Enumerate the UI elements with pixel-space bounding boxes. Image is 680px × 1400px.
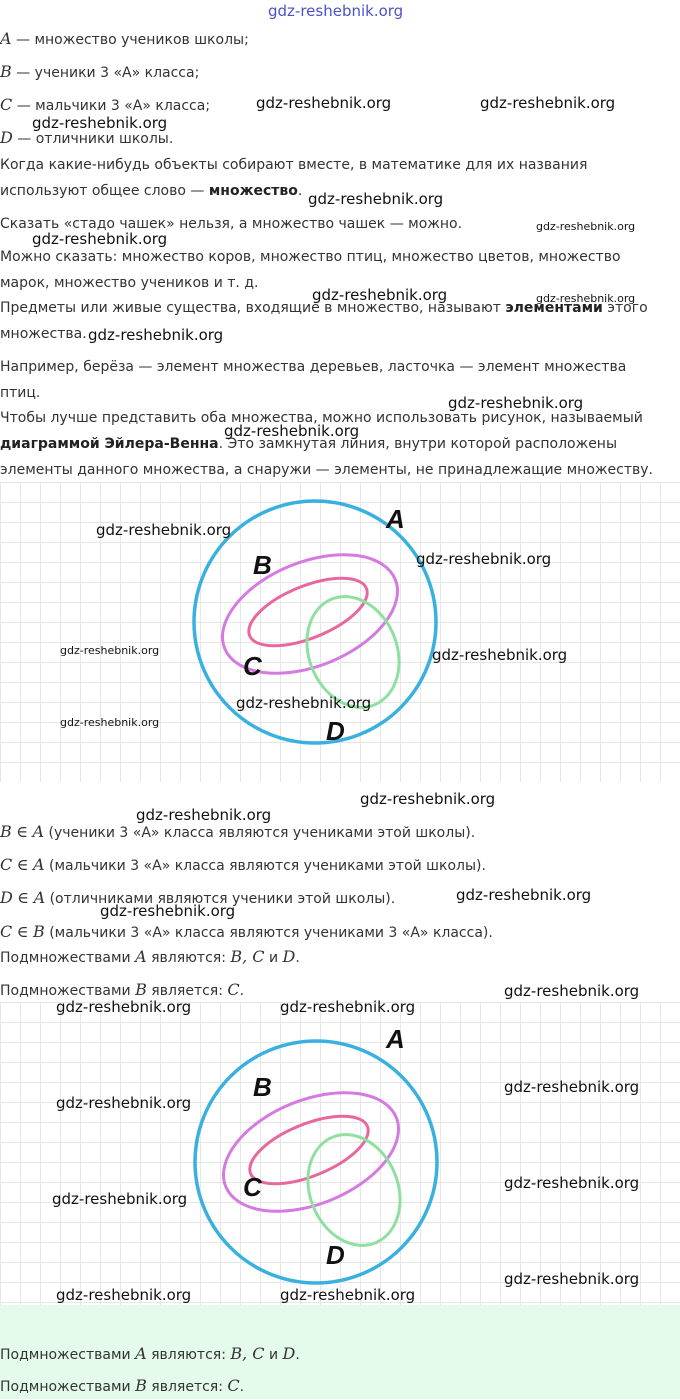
- site-watermark: gdz-reshebnik.org: [536, 220, 636, 233]
- answer-subsets-of-b: Подмножествами B является: C.: [0, 1376, 245, 1395]
- site-watermark: gdz-reshebnik.org: [432, 646, 568, 664]
- site-watermark: gdz-reshebnik.org: [256, 94, 392, 112]
- venn-diagram-2: [0, 1002, 680, 1305]
- relation-b-in-a: B ∈ A (ученики 3 «А» класса являются учениками этой школы).: [0, 822, 476, 841]
- paragraph-elements-2: множества.: [0, 326, 87, 342]
- site-watermark: gdz-reshebnik.org: [96, 521, 232, 539]
- site-watermark: gdz-reshebnik.org: [360, 790, 496, 808]
- relation-c-in-b: C ∈ B (мальчики 3 «А» класса являются учениками 3 «А» класса).: [0, 922, 493, 941]
- site-watermark: gdz-reshebnik.org: [308, 190, 444, 208]
- site-watermark: gdz-reshebnik.org: [60, 716, 160, 729]
- label-b: B: [253, 1072, 272, 1102]
- site-watermark: gdz-reshebnik.org: [88, 326, 224, 344]
- site-watermark: gdz-reshebnik.org: [480, 94, 616, 112]
- label-a: A: [386, 504, 405, 534]
- paragraph-birch-1: Например, берёза — элемент множества деревьев, ласточка — элемент множества: [0, 359, 627, 375]
- label-c: C: [243, 1172, 262, 1202]
- site-watermark: gdz-reshebnik.org: [32, 114, 168, 132]
- site-watermark: gdz-reshebnik.org: [504, 1078, 640, 1096]
- site-watermark: gdz-reshebnik.org: [448, 394, 584, 412]
- site-watermark: gdz-reshebnik.org: [504, 982, 640, 1000]
- site-watermark: gdz-reshebnik.org: [456, 886, 592, 904]
- paragraph-venn-1: Чтобы лучше представить оба множества, можно использовать рисунок, называемый: [0, 410, 643, 426]
- paragraph-set-intro-1: Когда какие-нибудь объекты собирают вместе, в математике для их названия: [0, 157, 588, 173]
- site-watermark: gdz-reshebnik.org: [504, 1174, 640, 1192]
- site-watermark: gdz-reshebnik.org: [52, 1190, 188, 1208]
- venn-diagram-2-svg: [0, 1002, 680, 1305]
- subsets-of-a: Подмножествами A являются: B, C и D.: [0, 947, 300, 966]
- site-watermark: gdz-reshebnik.org: [100, 902, 236, 920]
- set-b-ellipse: [205, 531, 415, 696]
- relation-d-in-a: D ∈ A (отличниками являются ученики этой школы).: [0, 888, 396, 907]
- label-a: A: [386, 1024, 405, 1054]
- relation-c-in-a: C ∈ A (мальчики 3 «А» класса являются учениками этой школы).: [0, 855, 486, 874]
- site-watermark: gdz-reshebnik.org: [280, 998, 416, 1016]
- paragraph-birch-2: птиц.: [0, 385, 41, 401]
- site-watermark: gdz-reshebnik.org: [504, 1270, 640, 1288]
- definition-d: D — отличники школы.: [0, 128, 174, 147]
- label-d: D: [326, 716, 345, 746]
- set-b-ellipse: [206, 1069, 416, 1234]
- site-watermark: gdz-reshebnik.org: [224, 422, 360, 440]
- label-d: D: [326, 1240, 345, 1270]
- paragraph-examples-1: Можно сказать: множество коров, множество птиц, множество цветов, множество: [0, 249, 621, 265]
- site-watermark: gdz-reshebnik.org: [280, 1286, 416, 1304]
- site-watermark: gdz-reshebnik.org: [60, 644, 160, 657]
- site-watermark: gdz-reshebnik.org: [56, 1286, 192, 1304]
- label-c: C: [243, 651, 262, 681]
- paragraph-elements-1: Предметы или живые существа, входящие в множество, называют элементами этого: [0, 300, 648, 316]
- paragraph-set-intro-2: используют общее слово — множество.: [0, 183, 303, 199]
- subsets-of-b: Подмножествами B является: C.: [0, 980, 245, 999]
- label-b: B: [253, 550, 272, 580]
- answer-block: [0, 1305, 680, 1399]
- site-watermark: gdz-reshebnik.org: [56, 1094, 192, 1112]
- site-watermark: gdz-reshebnik.org: [32, 230, 168, 248]
- definition-b: B — ученики 3 «А» класса;: [0, 62, 200, 81]
- set-a-circle: [195, 1041, 437, 1283]
- paragraph-venn-2: диаграммой Эйлера-Венна. Это замкнутая линия, внутри которой расположены: [0, 436, 618, 452]
- site-watermark: gdz-reshebnik.org: [416, 550, 552, 568]
- answer-subsets-of-a: Подмножествами A являются: B, C и D.: [0, 1344, 300, 1363]
- definition-c: C — мальчики 3 «А» класса;: [0, 95, 211, 114]
- paragraph-venn-3: элементы данного множества, а снаружи — элементы, не принадлежащие множеству.: [0, 462, 653, 478]
- site-watermark: gdz-reshebnik.org: [56, 998, 192, 1016]
- paragraph-examples-2: марок, множество учеников и т. д.: [0, 275, 259, 291]
- site-watermark: gdz-reshebnik.org: [136, 806, 272, 824]
- site-watermark: gdz-reshebnik.org: [312, 286, 448, 304]
- site-watermark-top: gdz-reshebnik.org: [268, 2, 404, 20]
- definition-a: A — множество учеников школы;: [0, 29, 249, 48]
- site-watermark: gdz-reshebnik.org: [236, 694, 372, 712]
- site-watermark: gdz-reshebnik.org: [536, 292, 636, 305]
- paragraph-cups: Сказать «стадо чашек» нельзя, а множество чашек — можно.: [0, 216, 463, 232]
